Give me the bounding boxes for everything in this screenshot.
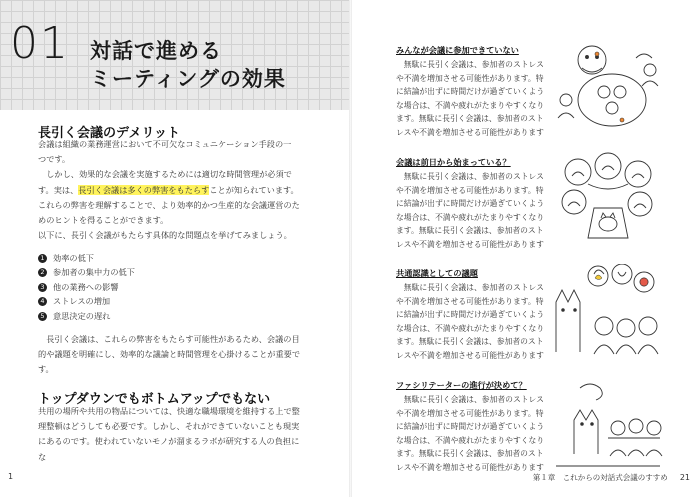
section-heading-demerit: 長引く会議のデメリット <box>38 126 180 141</box>
text-line: な <box>38 451 47 462</box>
list-item-label: 効率の低下 <box>53 252 94 263</box>
list-item <box>38 266 135 281</box>
text-line: な場合は、不満や疲れがたまりやすくなり <box>396 212 545 222</box>
number-badge: 4 <box>38 297 47 306</box>
topic-title: みんなが会議に参加できていない <box>396 45 519 55</box>
number-badge: 5 <box>38 312 47 321</box>
list-item-label: 他の業務への影響 <box>53 281 119 292</box>
topic-section <box>396 45 576 140</box>
text-line: に結論が出ずに時間だけが過ぎていくよう <box>396 199 545 209</box>
topic-body <box>396 170 576 252</box>
online-meeting-illustration <box>552 152 664 248</box>
paragraph-intro <box>38 137 338 243</box>
text-line: に結論が出ずに時間だけが過ぎていくよう <box>396 87 545 97</box>
topic-title: ファシリテーターの進行が決めて？ <box>396 380 527 390</box>
text-fragment: ことが知られています。 <box>209 184 299 195</box>
right-page <box>352 0 700 497</box>
text-line: レスや不満を増加させる可能性があります <box>396 462 544 472</box>
topic-body <box>396 393 576 475</box>
topic-title: 会議は前日から始まっている？ <box>396 157 511 167</box>
paragraph-topdown <box>38 404 338 465</box>
list-item-label: 参加者の集中力の低下 <box>53 267 135 278</box>
problem-list <box>38 251 135 324</box>
text-line: 無駄に長引く会議は、参加者のストレス <box>396 395 544 404</box>
text-line: や不満を増加させる可能性があります。特 <box>396 185 544 195</box>
text-line: な場合は、不満や疲れがたまりやすくなり <box>396 100 545 110</box>
text-line: や不満を増加させる可能性があります。特 <box>396 296 544 306</box>
text-line: 以下に、長引く会議がもたらす具体的な問題点を挙げてみましょう。 <box>38 230 292 241</box>
number-badge: 1 <box>38 254 47 263</box>
list-item <box>38 295 135 310</box>
list-item <box>38 280 135 295</box>
page-footer <box>533 472 690 483</box>
text-line: レスや不満を増加させる可能性があります <box>396 127 544 137</box>
topic-section <box>396 157 576 252</box>
text-line: 無駄に長引く会議は、参加者のストレス <box>396 172 544 181</box>
meeting-people-illustration <box>552 40 664 136</box>
text-line: 長引く会議は、これらの弊害をもたらす可能性があるため、会議の目 <box>38 334 300 344</box>
text-line: に結論が出ずに時間だけが過ぎていくよう <box>396 310 545 320</box>
text-line: 理整頓はどうしても必要です。しかし、それができていないことも現実 <box>38 421 300 432</box>
chapter-title-line1: 対話で進める <box>90 39 222 63</box>
text-fragment: す。実は、 <box>38 184 79 195</box>
highlighted-text: 長引く会議は多くの弊害をもたらす <box>78 184 210 195</box>
list-item <box>38 251 135 266</box>
text-line: す。 <box>38 364 54 375</box>
topic-body <box>396 58 576 140</box>
topic-section <box>396 268 576 363</box>
footer-chapter-label: 第１章 これからの対話式会議のすすめ <box>532 473 668 482</box>
list-item <box>38 309 135 324</box>
text-line: 無駄に長引く会議は、参加者のストレス <box>396 60 544 69</box>
text-line: な場合は、不満や疲れがたまりやすくなり <box>396 323 545 333</box>
text-line: めのヒントを得ることができます。 <box>38 215 169 226</box>
text-line: ます。無駄に長引く会議は、参加者のスト <box>396 449 544 459</box>
text-line: レスや不満を増加させる可能性があります <box>396 239 544 249</box>
number-badge: 2 <box>38 268 47 277</box>
text-line: や不満を増加させる可能性があります。特 <box>396 73 544 83</box>
facilitator-illustration <box>552 378 664 474</box>
topic-title: 共通認識としての議題 <box>396 268 478 278</box>
text-line: 的や議題を明確にし、効率的な議論と時間管理を心掛けることが重要で <box>38 349 301 360</box>
text-line: これらの弊害を理解することで、より効率的かつ生産的な会議運営のた <box>38 199 300 210</box>
text-line: や不満を増加させる可能性があります。特 <box>396 408 544 418</box>
page-number-right: 21 <box>679 473 690 482</box>
text-line: ます。無駄に長引く会議は、参加者のスト <box>396 114 544 124</box>
chapter-title-line2: ミーティングの効果 <box>90 67 286 91</box>
text-line: ます。無駄に長引く会議は、参加者のスト <box>396 226 544 236</box>
text-line-highlighted <box>38 183 338 198</box>
chapter-number: 01 <box>10 18 70 69</box>
list-item-label: ストレスの増加 <box>53 296 111 307</box>
list-item-label: 意思決定の遅れ <box>53 310 111 321</box>
number-badge: 3 <box>38 283 47 292</box>
section-heading-topdown: トップダウンでもボトムアップでもない <box>38 392 271 407</box>
page-number-left: 1 <box>8 472 14 481</box>
text-line: な場合は、不満や疲れがたまりやすくなり <box>396 435 545 445</box>
paragraph-conclusion <box>38 332 338 378</box>
text-line: に結論が出ずに時間だけが過ぎていくよう <box>396 422 545 432</box>
agenda-fruit-illustration <box>552 264 664 360</box>
text-line: レスや不満を増加させる可能性があります <box>396 350 544 360</box>
text-line: 無駄に長引く会議は、参加者のストレス <box>396 283 544 292</box>
text-line: にあるのです。使われていないモノが溜まるラボが研究する人の負担に <box>38 436 300 447</box>
text-line: 会議は組織の業務運営において不可欠なコミュニケーション手段の一 <box>38 139 292 149</box>
topic-section <box>396 380 576 475</box>
text-line: 共用の場所や共用の物品については、快適な職場環境を維持する上で整 <box>38 406 300 416</box>
topic-body <box>396 281 576 363</box>
text-line: しかし、効果的な会議を実施するためには適切な時間管理が必須で <box>38 169 292 180</box>
text-line: つです。 <box>38 154 71 165</box>
chapter-header <box>0 0 350 110</box>
text-line: ます。無駄に長引く会議は、参加者のスト <box>396 337 544 347</box>
